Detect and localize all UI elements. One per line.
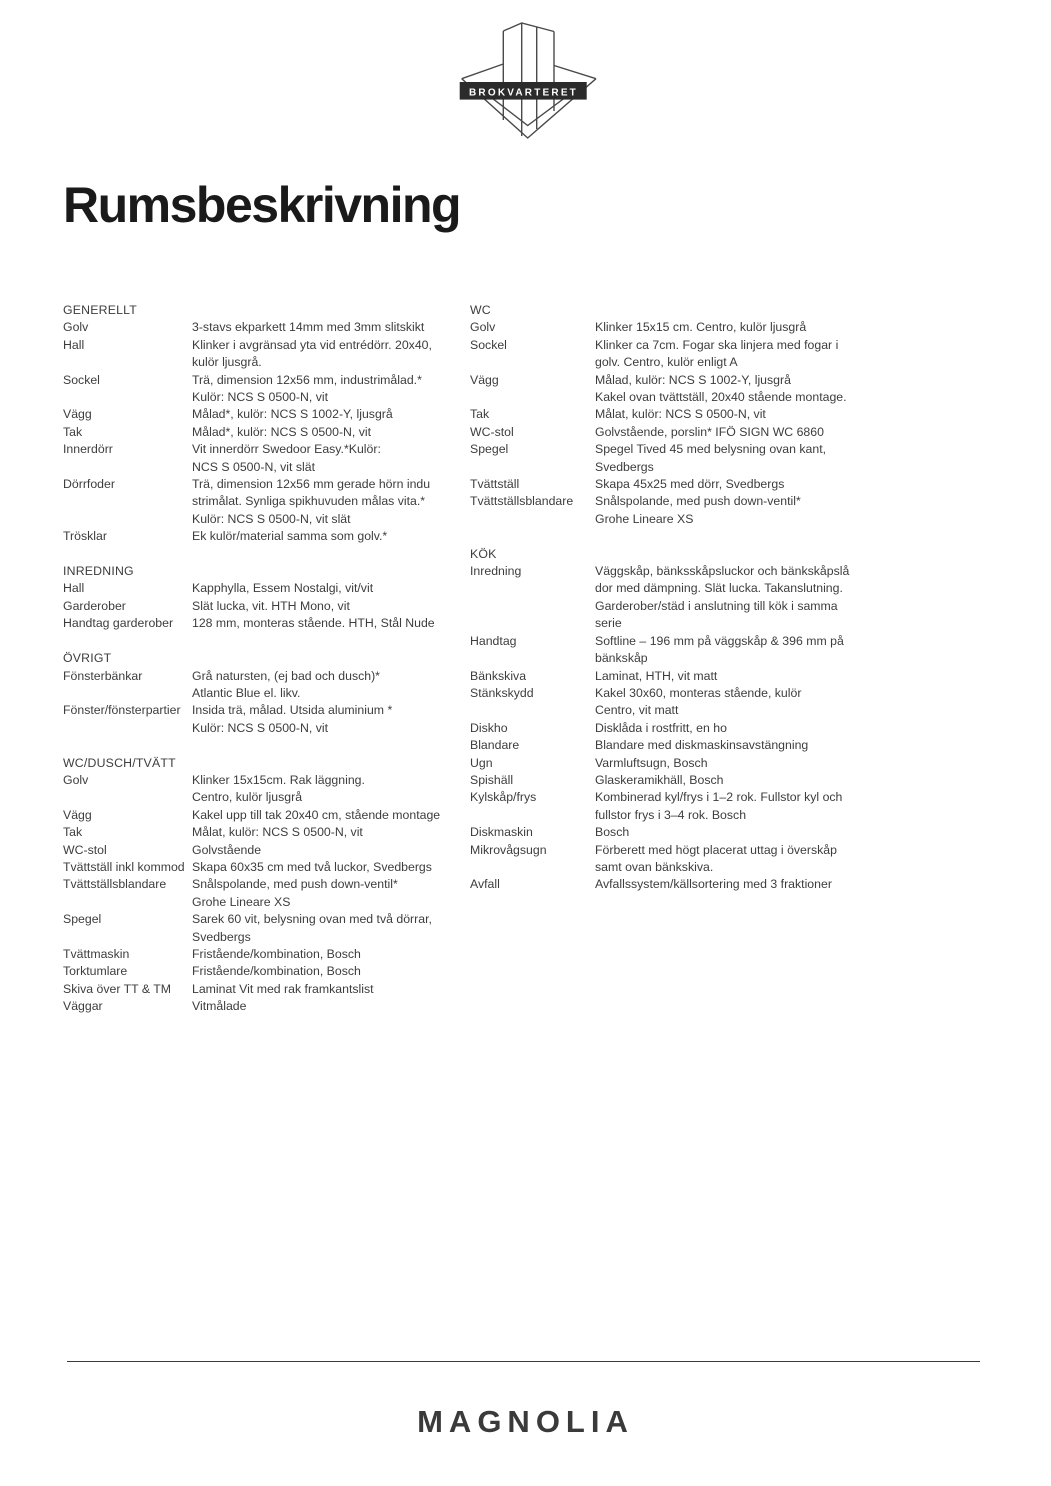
spec-value [595,772,990,789]
spec-value [192,981,470,998]
spec-section [63,563,470,633]
logo-building-lines [462,23,596,138]
spec-label: Tvättmaskin [63,946,130,961]
spec-value [595,876,990,893]
spec-value-line: Kapphylla, Essem Nostalgi, vit/vit [192,581,374,596]
spec-value-line: Kulör: NCS S 0500-N, vit slät [192,511,351,526]
spec-label: WC-stol [470,424,514,439]
spec-value-line: kulör ljusgrå. [192,355,262,370]
spec-label: Sockel [470,337,507,352]
spec-value [192,963,470,980]
spec-value-line: Trä, dimension 12x56 mm gerade hörn indu [192,477,431,492]
spec-value-line: Skapa 60x35 cm med två luckor, Svedbergs [192,859,432,874]
spec-value-line: Golvstående [192,842,262,857]
spec-value-line: Målat, kulör: NCS S 0500-N, vit [595,407,766,422]
section-title: KÖK [470,546,497,561]
spec-row [470,720,990,737]
spec-row [63,807,470,824]
spec-row [63,528,470,545]
spec-row [470,685,990,720]
spec-row [63,424,470,441]
section-title: ÖVRIGT [63,651,112,666]
magnolia-wordmark: MAGNOLIA [417,1404,634,1439]
spec-value [192,911,470,946]
spec-value-line: Målad*, kulör: NCS S 0500-N, vit [192,424,372,439]
spec-row [63,598,470,615]
spec-value-line: Avfallssystem/källsortering med 3 fraktioner [595,877,832,892]
spec-label: Tak [63,424,83,439]
spec-section [470,546,990,894]
spec-label: Tvättställsblandare [63,877,167,892]
spec-label: Spegel [470,442,509,457]
spec-label: Vägg [470,372,499,387]
spec-row [63,702,470,737]
spec-value-line: Kombinerad kyl/frys i 1–2 rok. Fullstor kyl och [595,790,843,805]
spec-value [192,859,470,876]
spec-value [595,424,990,441]
spec-row [470,319,990,336]
spec-value [192,337,470,372]
spec-value [192,824,470,841]
spec-label: Inredning [470,564,522,579]
spec-value-line: Softline – 196 mm på väggskåp & 396 mm på [595,633,844,648]
spec-value [192,702,470,737]
spec-column-right [470,302,990,1016]
spec-value [595,476,990,493]
spec-value-line: Grå natursten, (ej bad och dusch)* [192,668,380,683]
spec-value [595,685,990,720]
spec-value-line: Kakel 30x60, monteras stående, kulör [595,685,802,700]
spec-row [470,493,990,528]
spec-value-line: bänkskåp [595,651,648,666]
spec-label: Bänkskiva [470,668,527,683]
spec-value [192,772,470,807]
spec-value-line: dor med dämpning. Slät lucka. Takanslutning. [595,581,843,596]
spec-value-line: Förberett med högt placerat uttag i överskåp [595,842,837,857]
spec-value-line: Grohe Lineare XS [192,894,291,909]
spec-value-line: Klinker 15x15cm. Rak läggning. [192,772,365,787]
spec-value-line: Garderober/städ i anslutning till kök i samma [595,598,838,613]
spec-label: Fönsterbänkar [63,668,143,683]
section-title: GENERELLT [63,303,138,317]
spec-row [63,476,470,528]
spec-value-line: Trä, dimension 12x56 mm, industrimålad.* [192,372,422,387]
spec-label: Hall [63,581,85,596]
spec-label: Hall [63,337,85,352]
spec-label: Spegel [63,912,102,927]
spec-value [595,493,990,528]
spec-label: Golv [470,320,496,335]
spec-value-line: Klinker ca 7cm. Fogar ska linjera med fogar i [595,337,839,352]
spec-column-left [63,302,470,1016]
spec-value-line: Svedbergs [595,459,654,474]
spec-value-line: NCS S 0500-N, vit slät [192,459,316,474]
spec-row [63,963,470,980]
spec-row [63,668,470,703]
spec-value-line: serie [595,616,622,631]
spec-value-line: Skapa 45x25 med dörr, Svedbergs [595,477,785,492]
spec-value-line: Vit innerdörr Swedoor Easy.*Kulör: [192,442,381,457]
spec-row [63,998,470,1015]
section-title: WC/DUSCH/TVÄTT [63,755,176,770]
spec-value-line: Fristående/kombination, Bosch [192,964,361,979]
spec-value-line: Målad, kulör: NCS S 1002-Y, ljusgrå [595,372,791,387]
spec-label: Dörrfoder [63,477,115,492]
section-title: WC [470,303,491,317]
spec-value [192,528,470,545]
spec-row [63,842,470,859]
spec-value [192,876,470,911]
spec-row [63,911,470,946]
spec-row [470,424,990,441]
page-title: Rumsbeskrivning [63,177,461,233]
spec-label: Garderober [63,598,126,613]
spec-value-line: strimålat. Synliga spikhuvuden målas vita.* [192,494,426,509]
spec-value [192,424,470,441]
spec-row [63,319,470,336]
spec-label: Torktumlare [63,964,128,979]
spec-label: Golv [63,320,89,335]
spec-row [63,772,470,807]
spec-row [470,406,990,423]
spec-section [63,302,470,546]
spec-value-line: 128 mm, monteras stående. HTH, Stål Nude [192,616,435,631]
spec-value [595,563,990,633]
spec-row [470,737,990,754]
spec-value-line: Sarek 60 vit, belysning ovan med två dörrar, [192,912,432,927]
spec-label: Blandare [470,738,520,753]
spec-value-line: Ek kulör/material samma som golv.* [192,529,388,544]
spec-label: Ugn [470,755,493,770]
spec-value [192,998,470,1015]
spec-value [192,372,470,407]
spec-row [470,372,990,407]
spec-value-line: Fristående/kombination, Bosch [192,946,361,961]
spec-row [63,946,470,963]
spec-value-line: Laminat Vit med rak framkantslist [192,981,374,996]
spec-value [595,720,990,737]
spec-value-line: Centro, vit matt [595,703,679,718]
spec-section [63,650,470,737]
spec-value [192,476,470,528]
spec-label: Diskho [470,720,508,735]
spec-value-line: Spegel Tived 45 med belysning ovan kant, [595,442,827,457]
spec-value [192,842,470,859]
spec-value-line: 3-stavs ekparkett 14mm med 3mm slitskikt [192,320,425,335]
spec-row [470,772,990,789]
spec-value-line: samt ovan bänkskiva. [595,859,714,874]
spec-label: Vägg [63,807,92,822]
spec-value-line: fullstor frys i 3–4 rok. Bosch [595,807,747,822]
spec-row [63,441,470,476]
spec-value-line: Laminat, HTH, vit matt [595,668,718,683]
spec-label: Väggar [63,999,103,1014]
spec-row [470,563,990,633]
spec-row [470,789,990,824]
spec-label: Mikrovågsugn [470,842,547,857]
spec-value-line: Klinker i avgränsad yta vid entrédörr. 20x40, [192,337,432,352]
spec-columns [63,302,990,1016]
spec-value-line: Bosch [595,825,630,840]
spec-label: Tak [63,825,83,840]
spec-value-line: Väggskåp, bänksskåpsluckor och bänkskåpslå [595,564,850,579]
spec-label: WC-stol [63,842,107,857]
spec-section [63,755,470,1016]
spec-label: Stänkskydd [470,685,534,700]
spec-row [63,406,470,423]
spec-value-line: Blandare med diskmaskinsavstängning [595,738,809,753]
spec-row [470,633,990,668]
spec-value [192,598,470,615]
spec-row [470,476,990,493]
spec-value [595,441,990,476]
spec-value-line: Golvstående, porslin* IFÖ SIGN WC 6860 [595,424,824,439]
spec-value-line: Glaskeramikhäll, Bosch [595,772,724,787]
spec-value-line: Snålspolande, med push down-ventil* [192,877,398,892]
spec-value [595,824,990,841]
spec-value [192,807,470,824]
spec-value [595,633,990,668]
spec-value-line: Grohe Lineare XS [595,511,694,526]
spec-value [192,441,470,476]
spec-label: Diskmaskin [470,825,533,840]
spec-value [192,668,470,703]
spec-section [470,302,990,528]
spec-value [595,372,990,407]
spec-row [63,824,470,841]
spec-value-line: Kulör: NCS S 0500-N, vit [192,390,328,405]
spec-value [595,755,990,772]
spec-value-line: Målad*, kulör: NCS S 1002-Y, ljusgrå [192,407,393,422]
spec-value-line: Atlantic Blue el. likv. [192,685,301,700]
spec-row [470,441,990,476]
spec-value-line: Svedbergs [192,929,251,944]
spec-value [595,737,990,754]
spec-label: Innerdörr [63,442,113,457]
spec-label: Skiva över TT & TM [63,981,171,996]
spec-label: Avfall [470,877,500,892]
spec-row [470,668,990,685]
spec-value [192,406,470,423]
spec-value-line: golv. Centro, kulör enligt A [595,355,738,370]
spec-value-line: Målat, kulör: NCS S 0500-N, vit [192,825,363,840]
spec-label: Kylskåp/frys [470,790,537,805]
spec-value [192,615,470,632]
brokvarteret-logo [455,12,603,154]
spec-value-line: Varmluftsugn, Bosch [595,755,708,770]
spec-label: Tvättställ [470,477,520,492]
spec-label: Sockel [63,372,100,387]
spec-label: Tak [470,407,490,422]
spec-value-line: Snålspolande, med push down-ventil* [595,494,801,509]
spec-label: Golv [63,772,89,787]
spec-value [595,789,990,824]
spec-row [63,876,470,911]
spec-row [470,755,990,772]
spec-row [470,337,990,372]
section-title: INREDNING [63,564,134,579]
spec-value [192,946,470,963]
spec-label: Tvättställsblandare [470,494,574,509]
spec-label: Spishäll [470,772,514,787]
spec-label: Trösklar [63,529,107,544]
spec-value [595,842,990,877]
spec-row [470,842,990,877]
spec-row [63,337,470,372]
footer-divider [67,1361,980,1362]
spec-value-line: Slät lucka, vit. HTH Mono, vit [192,598,350,613]
spec-row [470,824,990,841]
spec-value-line: Disklåda i rostfritt, en ho [595,720,727,735]
spec-value [595,668,990,685]
spec-value [192,319,470,336]
spec-label: Handtag [470,633,517,648]
spec-row [63,615,470,632]
spec-value [595,337,990,372]
spec-value-line: Centro, kulör ljusgrå [192,790,303,805]
spec-row [63,372,470,407]
spec-value-line: Kakel upp till tak 20x40 cm, stående montage [192,807,441,822]
spec-value-line: Kakel ovan tvättställ, 20x40 stående montage. [595,390,847,405]
spec-value-line: Vitmålade [192,999,247,1014]
spec-value [595,406,990,423]
spec-label: Vägg [63,407,92,422]
spec-value-line: Klinker 15x15 cm. Centro, kulör ljusgrå [595,320,807,335]
spec-row [63,981,470,998]
spec-row [63,580,470,597]
spec-label: Fönster/fönsterpartier [63,703,181,718]
spec-value-line: Insida trä, målad. Utsida aluminium * [192,703,393,718]
spec-value-line: Kulör: NCS S 0500-N, vit [192,720,328,735]
spec-value [595,319,990,336]
spec-label: Handtag garderober [63,616,174,631]
spec-row [470,876,990,893]
brand-wordmark: BROKVARTERET [469,87,578,99]
spec-label: Tvättställ inkl kommod [63,859,185,874]
spec-row [63,859,470,876]
spec-value [192,580,470,597]
